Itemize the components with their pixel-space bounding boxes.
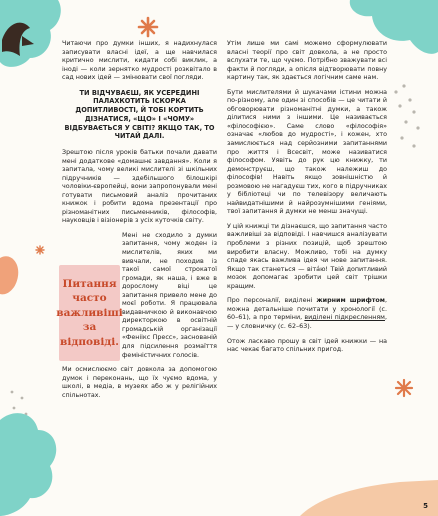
- right-paragraph-2: Бути мислителями й шукачами істини можна по-різному, але один зі способів — це читати й обговорювати різноманітні думки, а також ділитися ними з іншими. Це називається «філософією». Саме слово «філософія» означає «любов до мудрості», і кожен, хто замислюється над серйозними запитаннями про життя і Всесвіт, може називатися філософом. Уявіть до рук цю книжку, ти демонструєш, що також належиш до філософів! Навіть якщо зовнішністю й розмовою не нагадуєш тих, кого в підручниках у бібліотеці чи по телевізору величають найвидатнішими й найрозумнішими геніями, твої запитання й думки не менш значущі.: [227, 88, 387, 216]
- right-paragraph-3: У цій книжці ти дізнаєшся, що запитання часто важливіші за відповіді. І навчишся аналізувати проблеми з різних позицій, щоб зрештою виробити власну. Можливо, тобі на думку спаде якась важлива ідея чи нове запитання. Якщо так станеться — віта́ю! Твій допитливий мозок допомагає зробити цей світ трішки кращим.: [227, 222, 387, 290]
- page-number: 5: [423, 502, 428, 510]
- right-paragraph-4: [227, 297, 387, 331]
- right-paragraph-5: Отож ласкаво прошу в світ ідей книжки — на нас чекає багато спільних пригод.: [227, 337, 387, 354]
- blob-bottom-right: [300, 480, 438, 516]
- left-paragraph-1: Читаючи про думки інших, я надихнулася записувати власні ідеї, а ще навчилася критично мислити, кидати собі виклик, а іноді — коли зернятко мудрості розквітало в сад нових ідей — змінювати свої погляди.: [62, 40, 217, 82]
- left-paragraph-4: Ми осмислюємо світ довкола за допомогою думок і переконань, що їх чуємо вдома, у школі, в медіа, в музеях або ж у релігійних спільнотах.: [62, 366, 217, 399]
- right-p4-text-b: , можна детальніше почитати у хронології (с. 60–61), а про терміни,: [227, 297, 387, 322]
- right-p4-text-a: Про персоналії, виділені: [227, 297, 317, 305]
- inset-box: [56, 265, 123, 361]
- star-top: [139, 18, 157, 36]
- inset-quote: Питання часто важливіші за відповіді.: [56, 277, 123, 348]
- bold-term-example: жирним шрифтом: [316, 297, 385, 305]
- left-paragraph-2: Зрештою після уроків батьки почали давати мені додаткове «домашнє завдання». Коли я запитала, чому великі мислителі зі шкільних підручників — здебільшого білошкірі чоловіки-європейці, вони запропонували мені готувати письмовий аналіз прочитаних книжок і робити вдома презентації про різноманітних письменників, філософів, науковців і візіонерів з усіх куточків світу.: [62, 148, 217, 225]
- star-right-mid: [396, 380, 412, 396]
- left-callout: ТИ ВІДЧУВАЄШ, ЯК УСЕРЕДИНІ ПАЛАХКОТИТЬ ІСКОРКА ДОПИТЛИВОСТІ, Й ТОБІ КОРТИТЬ ДІЗНАТИСЯ, «ЩО» І «ЧОМУ» ВІДБУВАЄТЬСЯ У СВІТІ? ЯКЩО ТАК, ТО ЧИТАЙ ДАЛІ.: [64, 88, 215, 141]
- underline-term-example: виділені підкресленням: [304, 314, 385, 322]
- right-column: [227, 40, 387, 355]
- right-p4-text-c: , — у словничку (с. 62–63).: [227, 314, 387, 330]
- left-paragraph-3: Мені не сходило з думки запитання, чому жоден із мислителів, яких ми вивчали, не походив із такої самої строкатої громади, як наша, і вже в дорослому віці це запитання привело мене до моєї роботи. Я працювала видавничкою й виконавчою директоркою в освітній громадській організації «Феніікс Пресс», заснованій для підсилення розмаїття феміністичних голосів.: [122, 231, 217, 359]
- blob-left: [0, 256, 18, 294]
- star-left-mid: [36, 246, 44, 254]
- cloud-bottom-left: [0, 413, 56, 516]
- dots-top-right: [394, 84, 419, 147]
- right-paragraph-1: Утім лише ми самі можемо сформулювати власні теорії про світ довкола, а не просто вслухати те, що чуємо. Потрібно зважувати всі факти й погляди, а опісля відтворювати повну картину так, як здається логічним саме нам.: [227, 40, 387, 82]
